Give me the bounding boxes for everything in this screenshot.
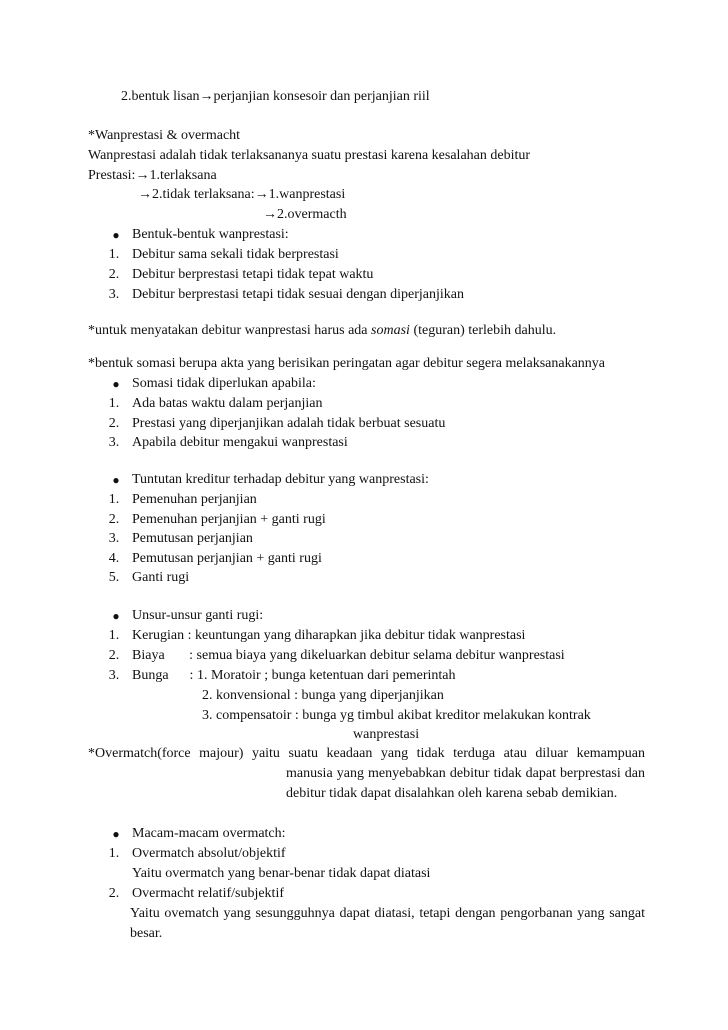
line-bentuk-lisan: 2.bentuk lisan→perjanjian konsesoir dan perjanjian riil xyxy=(121,89,430,104)
list-heading-macam: Macam-macam overmatch: xyxy=(132,826,286,841)
list-number: 1. xyxy=(108,492,120,507)
list-item: Kerugian : keuntungan yang diharapkan jika debitur tidak wanprestasi xyxy=(132,628,526,643)
list-item: Ganti rugi xyxy=(132,570,190,585)
list-number: 2. xyxy=(108,416,120,431)
list-item: Prestasi yang diperjanjikan adalah tidak berbuat sesuatu xyxy=(132,416,446,431)
list-number: 1. xyxy=(108,247,120,262)
list-item: Debitur berprestasi tetapi tidak sesuai dengan diperjanjikan xyxy=(132,287,465,302)
list-item: Overmatch absolut/objektif xyxy=(132,846,286,861)
list-item: Pemenuhan perjanjian xyxy=(132,492,257,507)
bullet-icon: ● xyxy=(112,228,120,242)
heading-wanprestasi-overmacht: *Wanprestasi & overmacht xyxy=(88,128,241,143)
list-number: 2. xyxy=(108,648,120,663)
list-number: 2. xyxy=(108,267,120,282)
list-number: 1. xyxy=(108,396,120,411)
bunga-konvensional: 2. konvensional : bunga yang diperjanjikan xyxy=(202,688,444,703)
list-number: 3. xyxy=(108,668,120,683)
line-prestasi-2: →2.tidak terlaksana:→1.wanprestasi xyxy=(138,187,346,202)
list-item: Debitur berprestasi tetapi tidak tepat waktu xyxy=(132,267,374,282)
list-item: Bunga : 1. Moratoir ; bunga ketentuan dari pemerintah xyxy=(132,668,456,683)
list-number: 2. xyxy=(108,512,120,527)
list-number: 4. xyxy=(108,551,120,566)
list-item: Debitur sama sekali tidak berprestasi xyxy=(132,247,339,262)
list-heading-tuntutan: Tuntutan kreditur terhadap debitur yang wanprestasi: xyxy=(132,472,429,487)
line-prestasi-1: Prestasi:→1.terlaksana xyxy=(88,168,217,183)
bunga-compensatoir: 3. compensatoir : bunga yg timbul akibat kreditor melakukan kontrak xyxy=(202,708,591,723)
list-item-description: Yaitu overmatch yang benar-benar tidak dapat diatasi xyxy=(132,866,431,881)
list-number: 1. xyxy=(108,846,120,861)
bunga-compensatoir-cont: wanprestasi xyxy=(353,727,420,742)
bullet-icon: ● xyxy=(112,827,120,841)
text-pre: *untuk menyatakan debitur wanprestasi harus ada xyxy=(88,323,372,338)
list-heading-bentuk: Bentuk-bentuk wanprestasi: xyxy=(132,227,289,242)
text-somasi-italic: somasi xyxy=(371,323,410,338)
list-item: Biaya : semua biaya yang dikeluarkan debitur selama debitur wanprestasi xyxy=(132,648,565,663)
list-item: Overmacht relatif/subjektif xyxy=(132,886,284,901)
bullet-icon: ● xyxy=(112,377,120,391)
line-prestasi-overmacth: →2.overmacth xyxy=(263,207,347,222)
list-number: 3. xyxy=(108,531,120,546)
list-item-description: Yaitu ovematch yang sesungguhnya dapat diatasi, tetapi dengan pengorbanan yang sangat besar. xyxy=(130,906,645,941)
line-somasi-requirement xyxy=(88,321,556,341)
para-overmatch-continuation: manusia yang menyebabkan debitur tidak dapat berprestasi dan debitur tidak dapat disalahkan oleh karena sebab demikian. xyxy=(286,766,645,801)
list-heading-unsur: Unsur-unsur ganti rugi: xyxy=(132,608,264,623)
list-item: Ada batas waktu dalam perjanjian xyxy=(132,396,323,411)
list-item: Pemutusan perjanjian + ganti rugi xyxy=(132,551,322,566)
bullet-icon: ● xyxy=(112,473,120,487)
list-item: Pemutusan perjanjian xyxy=(132,531,253,546)
line-bentuk-somasi: *bentuk somasi berupa akta yang berisikan peringatan agar debitur segera melaksanakannya xyxy=(88,356,606,371)
list-number: 3. xyxy=(108,287,120,302)
list-item: Apabila debitur mengakui wanprestasi xyxy=(132,435,348,450)
line-overmatch-definition: *Overmatch(force majour) yaitu suatu keadaan yang tidak terduga atau diluar kemampuan xyxy=(88,746,645,761)
list-number: 3. xyxy=(108,435,120,450)
list-number: 2. xyxy=(108,886,120,901)
line-wanprestasi-definition: Wanprestasi adalah tidak terlaksananya suatu prestasi karena kesalahan debitur xyxy=(88,148,531,163)
list-heading-somasi: Somasi tidak diperlukan apabila: xyxy=(132,376,316,391)
list-number: 5. xyxy=(108,570,120,585)
list-item: Pemenuhan perjanjian + ganti rugi xyxy=(132,512,326,527)
text-post: (teguran) terlebih dahulu. xyxy=(409,323,557,338)
bullet-icon: ● xyxy=(112,609,120,623)
list-number: 1. xyxy=(108,628,120,643)
